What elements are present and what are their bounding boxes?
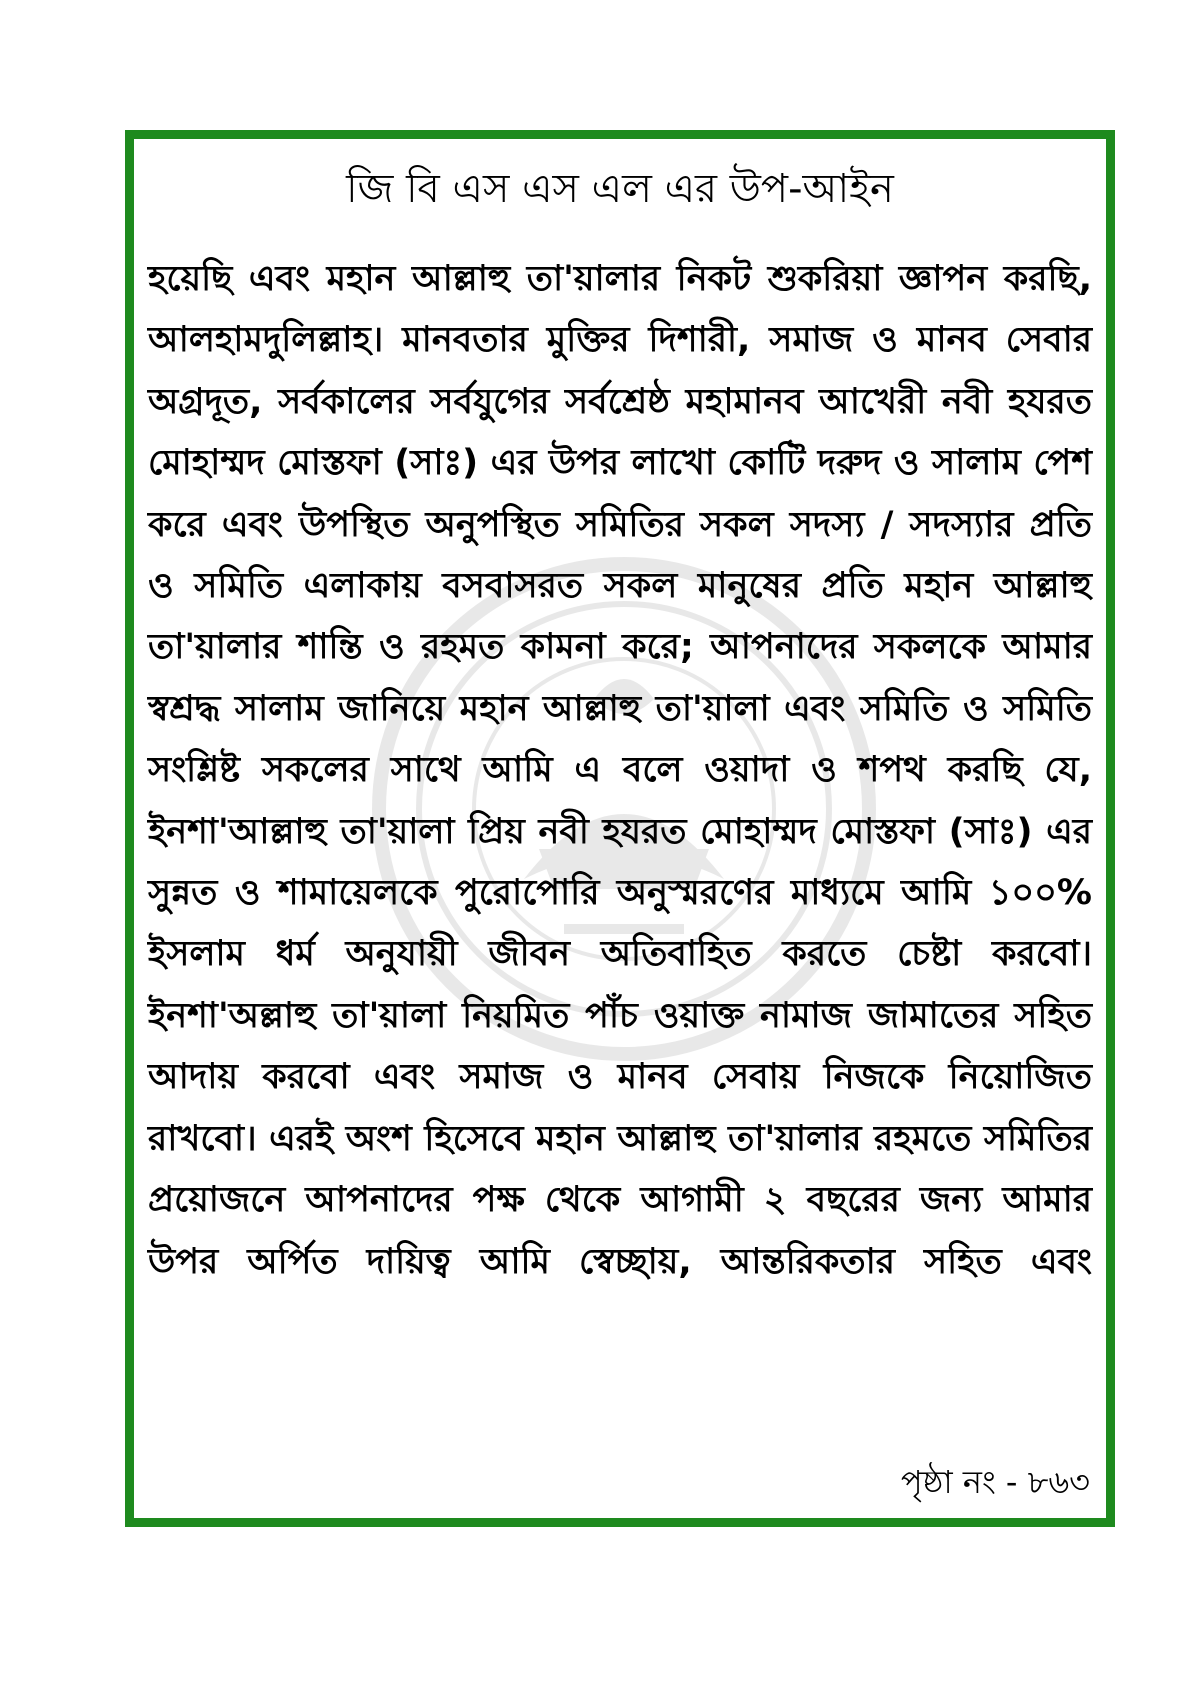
document-title: জি বি এস এস এল এর উপ-আইন (346, 166, 894, 212)
body-paragraph: হয়েছি এবং মহান আল্লাহু তা'য়ালার নিকট শুকরিয়া জ্ঞাপন করছি, আলহামদুলিল্লাহ। মানবতার মুক্তির দিশারী, সমাজ ও মানব সেবার অগ্রদূত, সর্বকালের সর্বযুগের সর্বশ্রেষ্ঠ মহামানব আখেরী নবী হযরত মোহাম্মদ মোস্তফা (সাঃ) এর উপর লাখো কোটি দরুদ ও সালাম পেশ করে এবং উপস্থিত অনুপস্থিত সমিতির সকল সদস্য / সদস্যার প্রতি ও সমিতি এলাকায় বসবাসরত সকল মানুষের প্রতি মহান আল্লাহু তা'য়ালার শান্তি ও রহমত কামনা করে; আপনাদের সকলকে আমার স্বশ্রদ্ধ সালাম জানিয়ে মহান আল্লাহু তা'য়ালা এবং সমিতি ও সমিতি সংশ্লিষ্ট সকলের সাথে আমি এ বলে ওয়াদা ও শপথ করছি যে, ইনশা'আল্লাহু তা'য়ালা প্রিয় নবী হযরত মোহাম্মদ মোস্তফা (সাঃ) এর সুন্নত ও শামায়েলকে পুরোপোরি অনুস্মরণের মাধ্যমে আমি ১০০% ইসলাম ধর্ম অনুযায়ী জীবন অতিবাহিত করতে চেষ্টা করবো। ইনশা'অল্লাহু তা'য়ালা নিয়মিত পাঁচ ওয়াক্ত নামাজ জামাতের সহিত আদায় করবো এবং সমাজ ও মানব সেবায় নিজকে নিয়োজিত রাখবো। এরই অংশ হিসেবে মহান আল্লাহু তা'য়ালার রহমতে সমিতির প্রয়োজনে আপনাদের পক্ষ থেকে আগামী ২ বছরের জন্য আমার উপর অর্পিত দায়িত্ব আমি স্বেচ্ছায়, আন্তরিকতার সহিত এবং (148, 259, 1092, 1282)
page-frame (125, 130, 1115, 1527)
page-number: পৃষ্ঠা নং - ৮৬৩ (900, 1463, 1090, 1501)
